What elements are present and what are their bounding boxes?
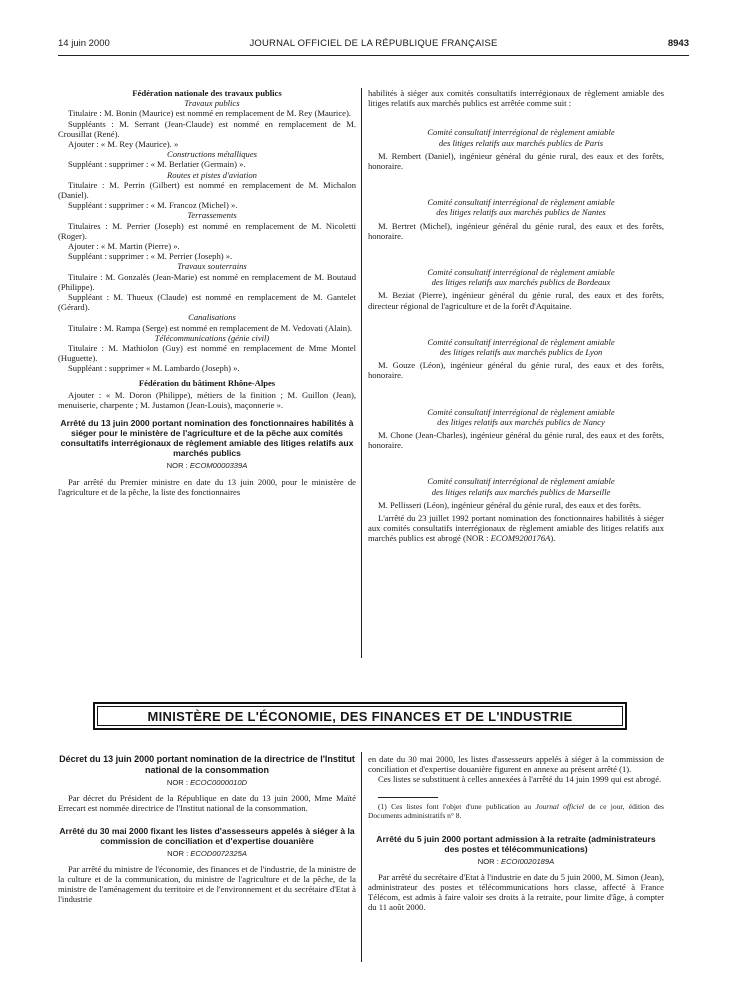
nor-reference [58, 849, 356, 859]
section-heading: Canalisations [188, 312, 236, 323]
page-header [58, 38, 689, 54]
paragraph: habilités à siéger aux comités consultatifs interrégionaux de règlement amiable des litiges relatifs aux marchés publics est arrêtée comme suit : [368, 88, 664, 109]
paragraph: M. Rembert (Daniel), ingénieur général du génie rural, des eaux et des forêts, honoraire. [368, 150, 664, 172]
footnote-journal: Journal officiel [535, 801, 584, 811]
section-heading: Routes et pistes d'aviation [167, 169, 257, 180]
bottom-left-column [58, 754, 356, 905]
abrogation-end: ). [550, 533, 556, 544]
arrete-title: Arrêté du 30 mai 2000 fixant les listes d'assesseurs appelés à siéger à la commission de conciliation et d'expertise douanière [59, 825, 355, 846]
ministry-banner [93, 702, 627, 730]
committee-heading: des litiges relatifs aux marchés publics de Nancy [437, 416, 605, 427]
paragraph: Par arrêté du Premier ministre en date du 13 juin 2000, pour le ministère de l'agriculture et de la pêche, la liste des fonctionnaires [58, 476, 356, 497]
paragraph: Titulaire : M. Mathiolon (Guy) est nommé en remplacement de Mme Montel (Huguette). [58, 343, 356, 364]
nor-code: ECOI0020189A [501, 856, 555, 866]
left-column [58, 88, 356, 497]
paragraph: Suppléant : supprimer : « M. Perrier (Joseph) ». [68, 251, 233, 262]
paragraph: M. Bertret (Michel), ingénieur général du génie rural, des eaux et des forêts, honoraire. [368, 220, 664, 241]
paragraph: Titulaires : M. Perrier (Joseph) est nommé en remplacement de M. Nicoletti (Roger). [58, 220, 356, 241]
paragraph: Suppléant : M. Thueux (Claude) est nommé en remplacement de M. Gantelet (Gérard). [58, 292, 356, 313]
paragraph: Ces listes se substituent à celles annexées à l'arrêté du 14 juin 1999 qui est abrogé. [378, 774, 662, 785]
footnote [368, 802, 664, 820]
header-rule [58, 55, 689, 56]
section-heading: Télécommunications (génie civil) [154, 332, 270, 343]
nor-label: NOR : [166, 778, 191, 787]
nor-reference [368, 857, 664, 867]
paragraph: Ajouter : « M. Rey (Maurice). » [68, 139, 179, 150]
federation-heading: Fédération du bâtiment Rhône-Alpes [138, 377, 276, 388]
paragraph: Suppléant : supprimer « M. Lambardo (Joseph) ». [68, 363, 240, 374]
nor-label: NOR : [167, 848, 191, 858]
committee-heading: Comité consultatif interrégional de règlement amiable [427, 406, 615, 417]
nor-code: ECOM9200176A [490, 533, 551, 544]
decret-title: Décret du 13 juin 2000 portant nomination de la directrice de l'Institut national de la consommation [59, 754, 355, 775]
ministry-title: MINISTÈRE DE L'ÉCONOMIE, DES FINANCES ET DE L'INDUSTRIE [97, 706, 623, 726]
paragraph: Par arrêté du secrétaire d'Etat à l'industrie en date du 5 juin 2000, M. Simon (Jean), administrateur des postes et télécommunications hors classe, affecté à France Télécom, est admis à faire valoir ses droits à la retraite, pour limite d'âge, à compter du 11 août 2000. [368, 871, 664, 913]
nor-code: ECOC0000010D [190, 778, 248, 787]
paragraph: Suppléant : supprimer : « M. Francoz (Michel) ». [68, 200, 238, 211]
arrete-title: Arrêté du 5 juin 2000 portant admission à la retraite (administrateurs des postes et télécommunications) [376, 833, 656, 854]
committee-heading: Comité consultatif interrégional de règlement amiable [427, 127, 615, 138]
bottom-right-column [368, 754, 664, 913]
committee-heading: Comité consultatif interrégional de règlement amiable [427, 336, 615, 347]
column-separator [361, 88, 362, 658]
footnote-text: (1) Ces listes font l'objet d'une publication au [378, 801, 536, 811]
paragraph: M. Chone (Jean-Charles), ingénieur général du génie rural, des eaux et des forêts, honoraire. [368, 430, 664, 451]
section-heading: Constructions métalliques [167, 149, 257, 160]
section-heading: Terrassements [187, 210, 237, 221]
paragraph: en date du 30 mai 2000, les listes d'assesseurs appelés à siéger à la commission de conciliation et d'expertise douanière figurent en annexe au présent arrêté (1). [368, 754, 664, 775]
section-heading: Travaux publics [184, 98, 240, 109]
paragraph: M. Gouze (Léon), ingénieur général du génie rural, des eaux et des forêts, honoraire. [368, 360, 664, 381]
paragraph: Par arrêté du ministre de l'économie, des finances et de l'industrie, de la ministre de la culture et de la communication, du ministre de l'agriculture et de la pêche, de la ministre de l'aménagement du territoire et de l'environnement et du secrétaire d'Etat à l'industrie [58, 863, 356, 905]
committee-heading: des litiges relatifs aux marchés publics de Nantes [436, 207, 606, 218]
page-number: 8943 [667, 38, 689, 49]
paragraph: Suppléant : supprimer : « M. Berlatier (Germain) ». [68, 159, 246, 170]
committee-heading: des litiges relatifs aux marchés publics de Lyon [439, 347, 603, 358]
paragraph: Titulaire : M. Gonzalès (Jean-Marie) est nommé en remplacement de M. Boutaud (Philippe). [58, 271, 356, 292]
abrogation-paragraph [368, 513, 664, 544]
committee-heading: Comité consultatif interrégional de règlement amiable [427, 267, 615, 278]
nor-reference [58, 778, 356, 788]
paragraph: Ajouter : « M. Doron (Philippe), métiers de la finition ; M. Guillon (Jean), menuiserie, charpente ; M. Justamon (Jean-Louis), maçonnerie ». [58, 389, 356, 411]
paragraph: M. Beziat (Pierre), ingénieur général du génie rural, des eaux et des forêts, directeur régional de l'agriculture et de la forêt d'Aquitaine. [368, 290, 664, 311]
footnote-rule [378, 797, 438, 798]
paragraph: Par décret du Président de la République en date du 13 juin 2000, Mme Maïté Errecart est nommée directrice de l'Institut national de la consommation. [58, 793, 356, 814]
nor-code: ECOD0072325A [190, 848, 247, 858]
footnote-text-end: de ce jour, édition des Documents administratifs n° 8. [368, 801, 664, 820]
section-heading: Travaux souterrains [177, 261, 247, 272]
nor-label: NOR : [166, 461, 190, 471]
journal-title: JOURNAL OFFICIEL DE LA RÉPUBLIQUE FRANÇAISE [249, 38, 498, 49]
header-date: 14 juin 2000 [58, 38, 110, 49]
paragraph: Titulaire : M. Perrin (Gilbert) est nommé en remplacement de M. Michalon (Daniel). [58, 179, 356, 201]
committee-heading: des litiges relatifs aux marchés publics de Marseille [431, 486, 611, 497]
abrogation-text: L'arrêté du 23 juillet 1992 portant nomination des fonctionnaires habilités à siéger aux comités consultatifs interrégionaux de règlement amiable des litiges relatifs aux marchés publics est abrogé (NOR : [368, 513, 664, 544]
paragraph: Titulaire : M. Bonin (Maurice) est nommé en remplacement de M. Rey (Maurice). [68, 108, 351, 119]
right-column [368, 88, 664, 544]
committee-heading: Comité consultatif interrégional de règlement amiable [427, 476, 615, 487]
arrete-title: Arrêté du 13 juin 2000 portant nomination des fonctionnaires habilités à siéger pour le ministère de l'agriculture et de la pêche aux comités consultatifs interrégionaux de règlement amiable des litiges relatifs aux marchés publics [60, 418, 354, 459]
paragraph: Titulaire : M. Rampa (Serge) est nommé en remplacement de M. Vedovati (Alain). [68, 322, 353, 333]
paragraph: Suppléants : M. Serrant (Jean-Claude) est nommé en remplacement de M. Crousillat (René). [58, 118, 356, 139]
committee-heading: des litiges relatifs aux marchés publics de Paris [438, 137, 604, 148]
nor-code: ECOM0000339A [189, 461, 248, 471]
committee-heading: des litiges relatifs aux marchés publics de Bordeaux [431, 277, 611, 288]
paragraph: M. Pellisseri (Léon), ingénieur général du génie rural, des eaux et des forêts. [378, 499, 641, 510]
nor-label: NOR : [477, 856, 501, 866]
committee-heading: Comité consultatif interrégional de règlement amiable [427, 197, 615, 208]
paragraph: Ajouter : « M. Martin (Pierre) ». [68, 241, 180, 252]
column-separator [361, 752, 362, 962]
nor-reference [58, 461, 356, 471]
federation-heading: Fédération nationale des travaux publics [132, 88, 282, 98]
